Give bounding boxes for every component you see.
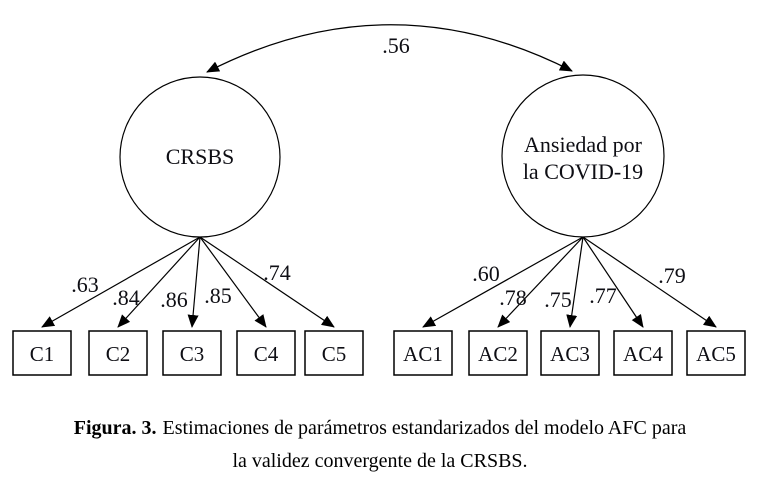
- loading-arrow: [42, 237, 200, 327]
- indicator-label: C1: [29, 342, 55, 366]
- indicator-label: AC4: [623, 342, 663, 366]
- factor-label: CRSBS: [165, 144, 235, 169]
- loading-value: .84: [112, 285, 140, 310]
- loading-arrow: [570, 237, 583, 327]
- caption-line-1: [0, 412, 760, 445]
- loading-arrow: [498, 237, 583, 327]
- factor-label: la COVID-19: [522, 159, 644, 184]
- loading-value: .63: [71, 272, 99, 297]
- loading-value: .75: [544, 287, 572, 312]
- figure-caption: [0, 412, 760, 478]
- loading-value: .79: [658, 263, 686, 288]
- loading-arrow: [583, 237, 643, 327]
- loading-value: .60: [472, 261, 500, 286]
- factor-label: Ansiedad por: [524, 132, 642, 157]
- loading-value: .77: [589, 283, 617, 308]
- indicator-label: AC2: [478, 342, 518, 366]
- caption-line-2: la validez convergente de la CRSBS.: [232, 450, 528, 472]
- loading-value: .86: [160, 287, 188, 312]
- caption-figure-label: Figura. 3.: [73, 417, 157, 439]
- indicator-label: C4: [253, 342, 279, 366]
- caption-line1-text: Estimaciones de parámetros estandarizados del modelo AFC para: [162, 417, 687, 439]
- loading-value: .74: [263, 260, 291, 285]
- correlation-value: .56: [382, 33, 410, 58]
- indicator-label: AC3: [550, 342, 590, 366]
- loading-arrow: [200, 237, 266, 327]
- indicator-label: AC5: [696, 342, 736, 366]
- indicator-label: C5: [321, 342, 347, 366]
- indicator-label: AC1: [403, 342, 443, 366]
- loading-arrow: [192, 237, 200, 327]
- loading-arrow: [583, 237, 716, 327]
- loading-value: .78: [499, 285, 527, 310]
- loading-arrow: [423, 237, 583, 327]
- loading-arrow: [118, 237, 200, 327]
- indicator-label: C2: [105, 342, 131, 366]
- indicator-label: C3: [179, 342, 205, 366]
- loading-value: .85: [204, 283, 232, 308]
